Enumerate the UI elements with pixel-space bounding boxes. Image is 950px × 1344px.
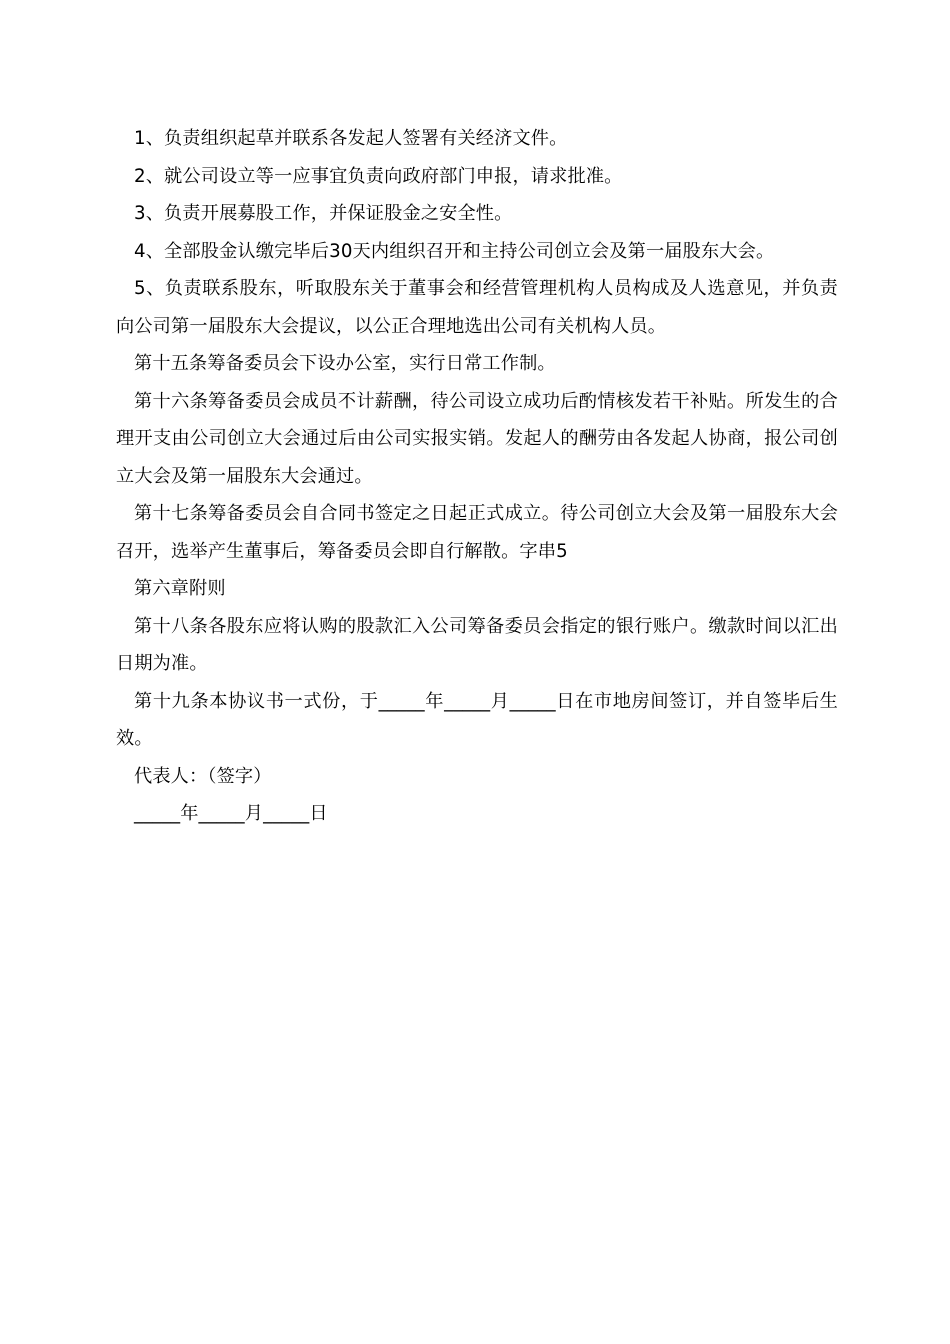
signature-date: _____年_____月_____日 — [134, 803, 328, 824]
representative-signature: 代表人：（签字） — [134, 765, 272, 787]
document-body — [116, 120, 838, 833]
duty-item-4: 4、全部股金认缴完毕后30天内组织召开和主持公司创立会及第一届股东大会。 — [134, 240, 775, 262]
duty-item-3: 3、负责开展募股工作，并保证股金之安全性。 — [134, 203, 513, 224]
article-18: 第十八条各股东应将认购的股款汇入公司筹备委员会指定的银行账户。缴款时间以汇出日期为准。 — [116, 615, 838, 674]
article-17: 第十七条筹备委员会自合同书签定之日起正式成立。待公司创立大会及第一届股东大会召开，选举产生董事后，筹备委员会即自行解散。字串5 — [116, 503, 838, 562]
duty-item-1: 1、负责组织起草并联系各发起人签署有关经济文件。 — [134, 128, 568, 149]
duty-item-2: 2、就公司设立等一应事宜负责向政府部门申报，请求批准。 — [134, 165, 623, 187]
duty-item-5: 5、负责联系股东，听取股东关于董事会和经营管理机构人员构成及人选意见，并负责向公司第一届股东大会提议，以公正合理地选出公司有关机构人员。 — [116, 278, 838, 337]
article-16: 第十六条筹备委员会成员不计薪酬，待公司设立成功后酌情核发若干补贴。所发生的合理开支由公司创立大会通过后由公司实报实销。发起人的酬劳由各发起人协商，报公司创立大会及第一届股东大会通过。 — [116, 390, 838, 487]
chapter-6-heading: 第六章附则 — [134, 578, 226, 599]
article-15: 第十五条筹备委员会下设办公室，实行日常工作制。 — [134, 353, 556, 374]
article-19: 第十九条本协议书一式份，于_____年_____月_____日在市地房间签订，并自签毕后生效。 — [116, 690, 838, 749]
